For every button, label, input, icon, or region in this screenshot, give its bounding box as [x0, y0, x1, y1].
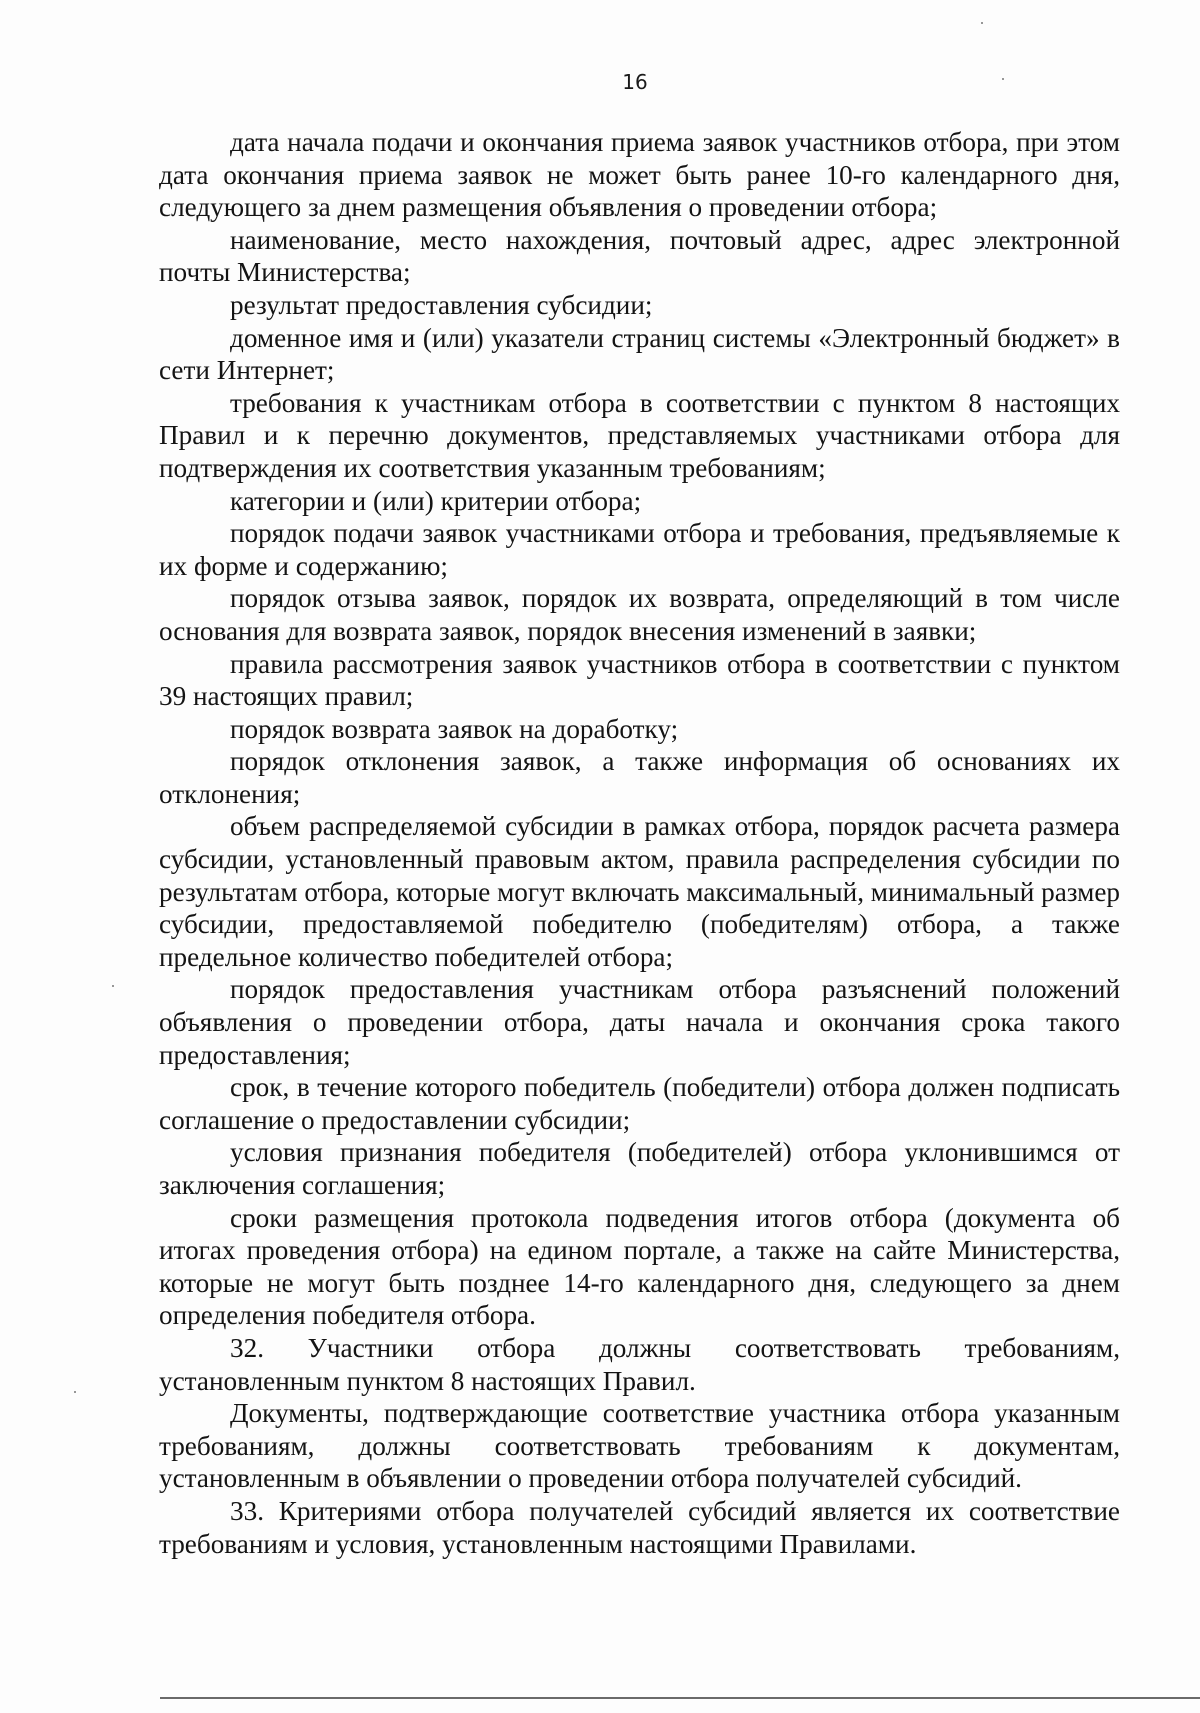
scan-speck: [981, 22, 983, 24]
paragraph: срок, в течение которого победитель (победители) отбора должен подписать соглашение о предоставлении субсидии;: [159, 1072, 1120, 1135]
page-number: 16: [622, 70, 648, 94]
document-body: [159, 126, 1120, 1560]
paragraph: требования к участникам отбора в соответствии с пунктом 8 настоящих Правил и к перечню документов, представляемых участниками отбора для подтверждения их соответствия указанным требованиям;: [159, 387, 1120, 483]
paragraph: порядок отклонения заявок, а также информация об основаниях их отклонения;: [159, 746, 1120, 809]
paragraph: результат предоставления субсидии;: [230, 289, 653, 320]
paragraph: условия признания победителя (победителей) отбора уклонившимся от заключения соглашения;: [159, 1137, 1120, 1200]
paragraph: порядок отзыва заявок, порядок их возврата, определяющий в том числе основания для возврата заявок, порядок внесения изменений в заявки;: [159, 583, 1120, 646]
paragraph: доменное имя и (или) указатели страниц системы «Электронный бюджет» в сети Интернет;: [159, 322, 1120, 386]
paragraph: порядок возврата заявок на доработку;: [230, 713, 679, 744]
paragraph: правила рассмотрения заявок участников отбора в соответствии с пунктом 39 настоящих правил;: [159, 648, 1120, 712]
scan-speck: [1002, 78, 1004, 80]
paragraph: объем распределяемой субсидии в рамках отбора, порядок расчета размера субсидии, установленный правовым актом, правила распределения субсидии по результатам отбора, которые могут включать максимальный, минимальный размер субсидии, предоставляемой победителю (победителям) отбора, а также предельное количество победителей отбора;: [159, 811, 1120, 972]
paragraph: дата начала подачи и окончания приема заявок участников отбора, при этом дата окончания приема заявок не может быть ранее 10-го календарного дня, следующего за днем размещения объявления о проведении отбора;: [159, 127, 1120, 223]
paragraph: Документы, подтверждающие соответствие участника отбора указанным требованиям, должны соответствовать требованиям к документам, установленным в объявлении о проведении отбора получателей субсидий.: [159, 1398, 1120, 1494]
paragraph: наименование, место нахождения, почтовый адрес, адрес электронной почты Министерства;: [159, 224, 1120, 288]
paragraph: категории и (или) критерии отбора;: [230, 485, 642, 516]
paragraph: 32. Участники отбора должны соответствовать требованиям, установленным пунктом 8 настоящих Правил.: [159, 1332, 1120, 1396]
scan-speck: [74, 1391, 76, 1393]
scan-edge-line: [160, 1697, 1200, 1699]
paragraph: порядок предоставления участникам отбора разъяснений положений объявления о проведении отбора, даты начала и окончания срока такого предоставления;: [159, 974, 1120, 1070]
paragraph: 33. Критериями отбора получателей субсидий является их соответствие требованиям и условия, установленным настоящими Правилами.: [159, 1495, 1120, 1559]
scan-speck: [112, 985, 114, 987]
paragraph: порядок подачи заявок участниками отбора и требования, предъявляемые к их форме и содержанию;: [159, 518, 1120, 581]
paragraph: сроки размещения протокола подведения итогов отбора (документа об итогах проведения отбора) на едином портале, а также на сайте Министерства, которые не могут быть позднее 14-го календарного дня, следующего за днем определения победителя отбора.: [159, 1202, 1120, 1331]
